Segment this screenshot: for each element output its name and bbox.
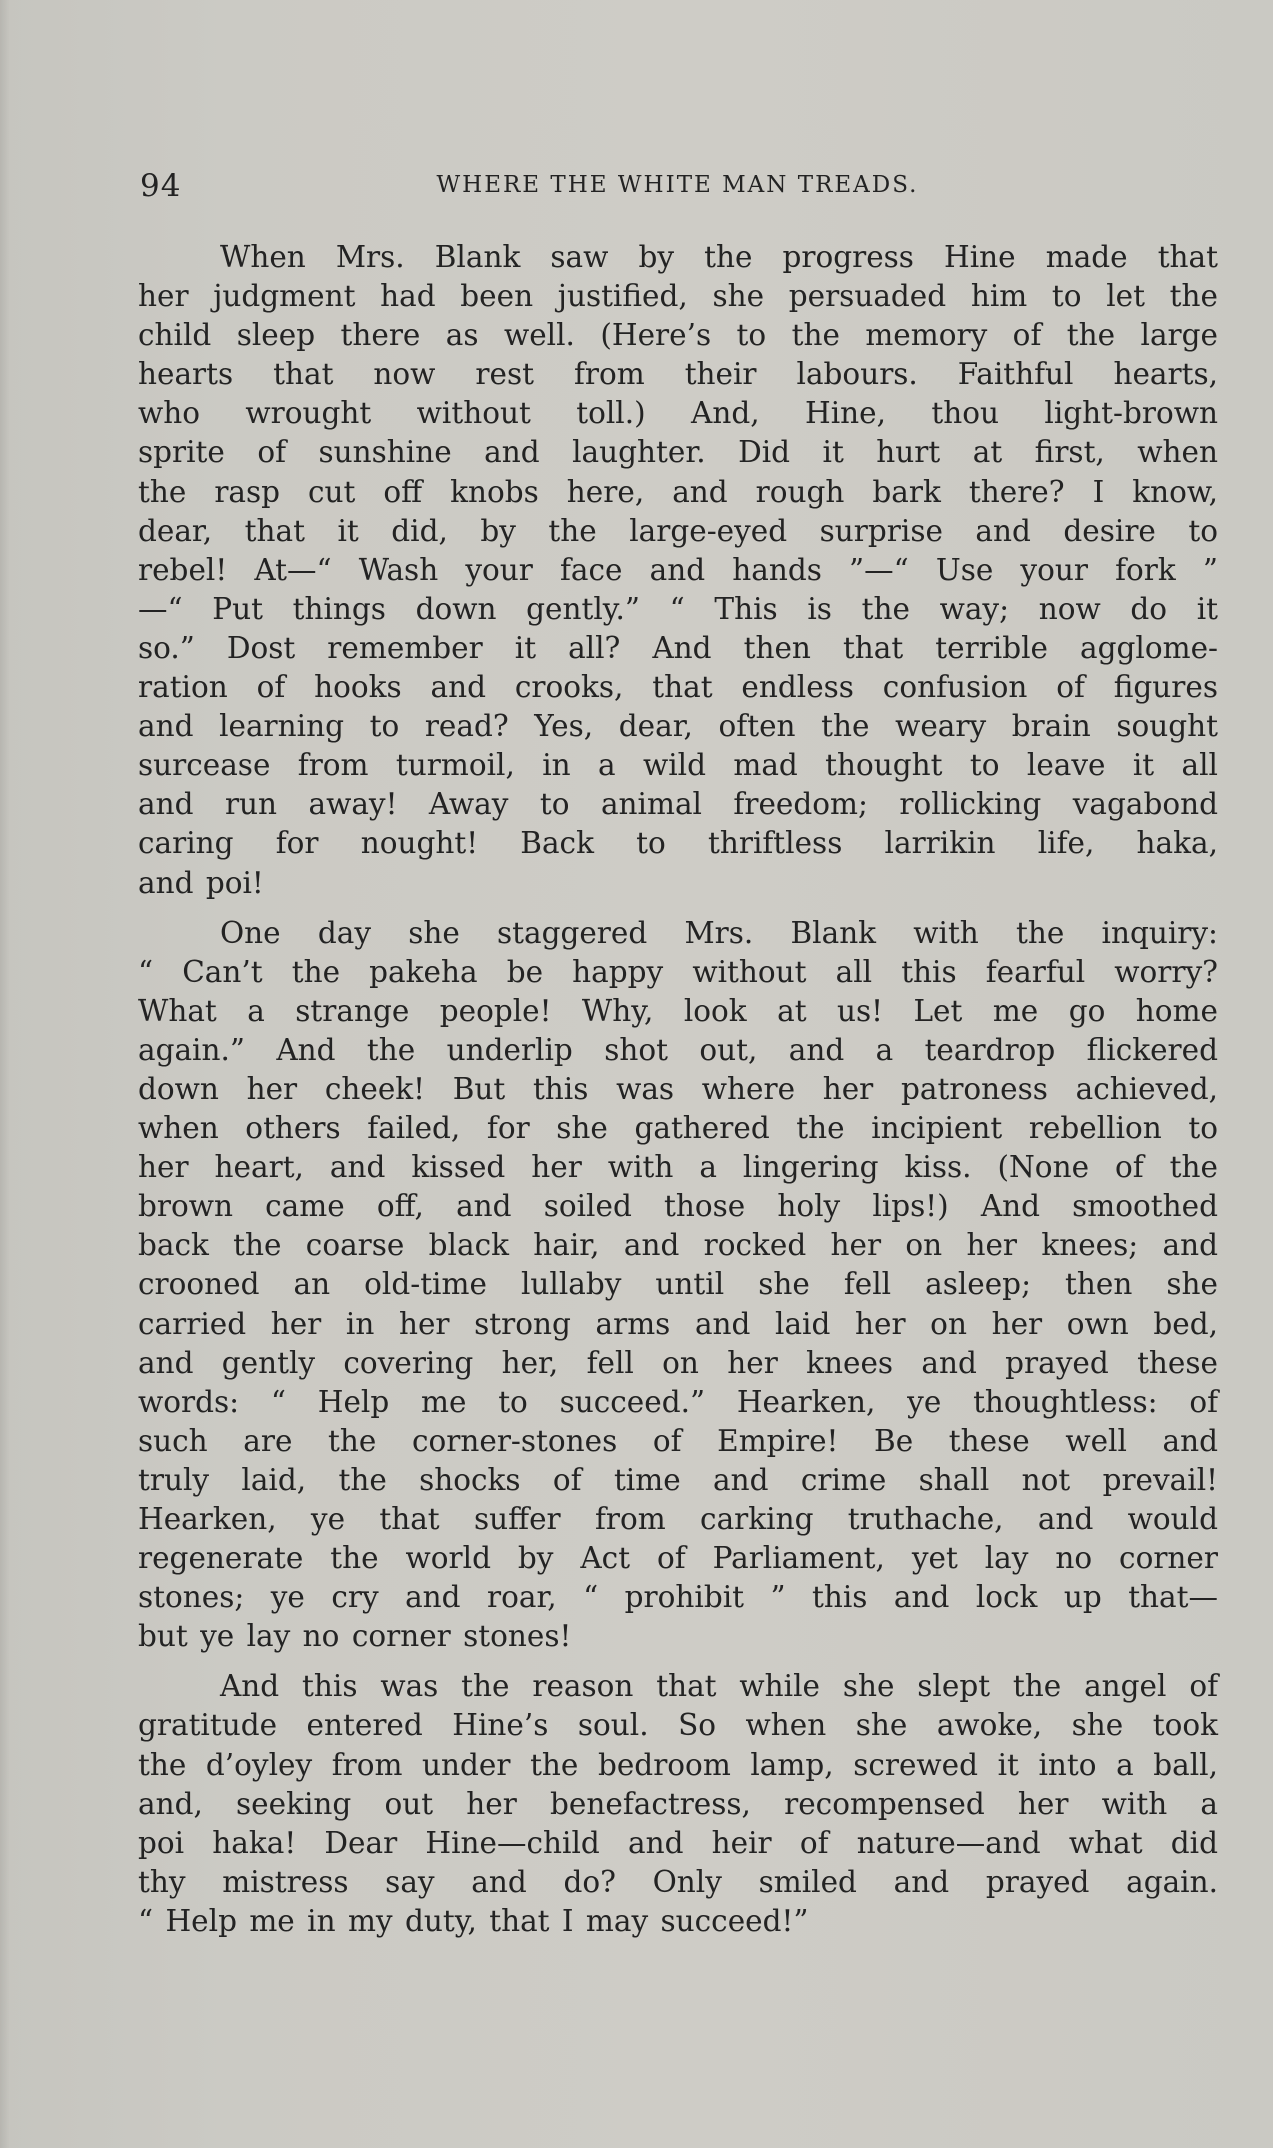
paragraph [138, 1667, 1218, 1941]
paragraph [138, 238, 1218, 903]
text-line: hearts that now rest from their labours. Faithful hearts, [138, 357, 1218, 392]
text-line: When Mrs. Blank saw by the progress Hine made that [220, 240, 1218, 274]
text-line: thy mistress say and do? Only smiled and prayed again. [138, 1864, 1218, 1899]
text-line: and gently covering her, fell on her knees and prayed these [138, 1345, 1218, 1380]
text-line: again.” And the underlip shot out, and a teardrop flickered [138, 1032, 1218, 1067]
paragraph-gap [138, 1656, 1218, 1667]
text-line: and learning to read? Yes, dear, often the weary brain sought [138, 709, 1218, 744]
text-line: One day she staggered Mrs. Blank with the inquiry: [220, 915, 1218, 950]
text-line: “ Can’t the pakeha be happy without all this fearful worry? [138, 954, 1218, 989]
binding-shadow [0, 0, 10, 2148]
body-text [138, 238, 1218, 1941]
text-line: dear, that it did, by the large-eyed surprise and desire to [138, 513, 1218, 548]
running-title: WHERE THE WHITE MAN TREADS. [436, 172, 919, 198]
text-line: surcease from turmoil, in a wild mad thought to leave it all [138, 748, 1218, 783]
text-line: and poi! [138, 865, 264, 900]
text-line: her judgment had been justified, she persuaded him to let the [138, 279, 1218, 314]
text-line: What a strange people! Why, look at us! Let me go home [138, 993, 1218, 1028]
text-line: her heart, and kissed her with a lingering kiss. (None of the [138, 1150, 1218, 1185]
text-line: when others failed, for she gathered the incipient rebellion to [138, 1111, 1218, 1146]
text-line: carried her in her strong arms and laid her on her own bed, [138, 1306, 1218, 1341]
text-line: regenerate the world by Act of Parliament, yet lay no corner [138, 1541, 1218, 1576]
text-line: sprite of sunshine and laughter. Did it hurt at first, when [138, 435, 1218, 470]
page-number: 94 [140, 168, 182, 204]
text-line: caring for nought! Back to thriftless larrikin life, haka, [138, 826, 1218, 861]
text-line: crooned an old-time lullaby until she fell asleep; then she [138, 1267, 1218, 1302]
text-line: child sleep there as well. (Here’s to the memory of the large [138, 318, 1218, 353]
text-line: brown came off, and soiled those holy lips!) And smoothed [138, 1189, 1218, 1224]
text-line: who wrought without toll.) And, Hine, thou light-brown [138, 396, 1218, 431]
text-line: but ye lay no corner stones! [138, 1619, 572, 1654]
text-line: so.” Dost remember it all? And then that terrible agglome- [138, 630, 1218, 665]
text-line: back the coarse black hair, and rocked her on her knees; and [138, 1228, 1218, 1263]
text-line: and run away! Away to animal freedom; rollicking vagabond [138, 787, 1218, 822]
text-line: down her cheek! But this was where her patroness achieved, [138, 1071, 1218, 1106]
text-line: the rasp cut off knobs here, and rough bark there? I know, [138, 474, 1218, 509]
text-line: the d’oyley from under the bedroom lamp, screwed it into a ball, [138, 1747, 1218, 1782]
paragraph [138, 914, 1218, 1657]
text-line: And this was the reason that while she slept the angel of [220, 1669, 1218, 1704]
text-line: stones; ye cry and roar, “ prohibit ” this and lock up that— [138, 1580, 1218, 1615]
text-line: “ Help me in my duty, that I may succeed!” [138, 1903, 809, 1938]
text-line: —“ Put things down gently.” “ This is the way; now do it [138, 591, 1218, 626]
text-line: Hearken, ye that suffer from carking truthache, and would [138, 1502, 1218, 1536]
text-line: and, seeking out her benefactress, recompensed her with a [138, 1786, 1218, 1821]
text-line: gratitude entered Hine’s soul. So when she awoke, she took [138, 1708, 1218, 1743]
text-line: such are the corner-stones of Empire! Be these well and [138, 1423, 1218, 1458]
text-line: poi haka! Dear Hine—child and heir of nature—and what did [138, 1825, 1218, 1860]
text-line: ration of hooks and crooks, that endless confusion of figures [138, 670, 1218, 705]
paragraph-gap [138, 903, 1218, 914]
running-head [140, 168, 1215, 208]
text-line: truly laid, the shocks of time and crime shall not prevail! [138, 1462, 1218, 1497]
text-line: rebel! At—“ Wash your face and hands ”—“ Use your fork ” [138, 552, 1218, 587]
text-line: words: “ Help me to succeed.” Hearken, ye thoughtless: of [138, 1384, 1218, 1419]
